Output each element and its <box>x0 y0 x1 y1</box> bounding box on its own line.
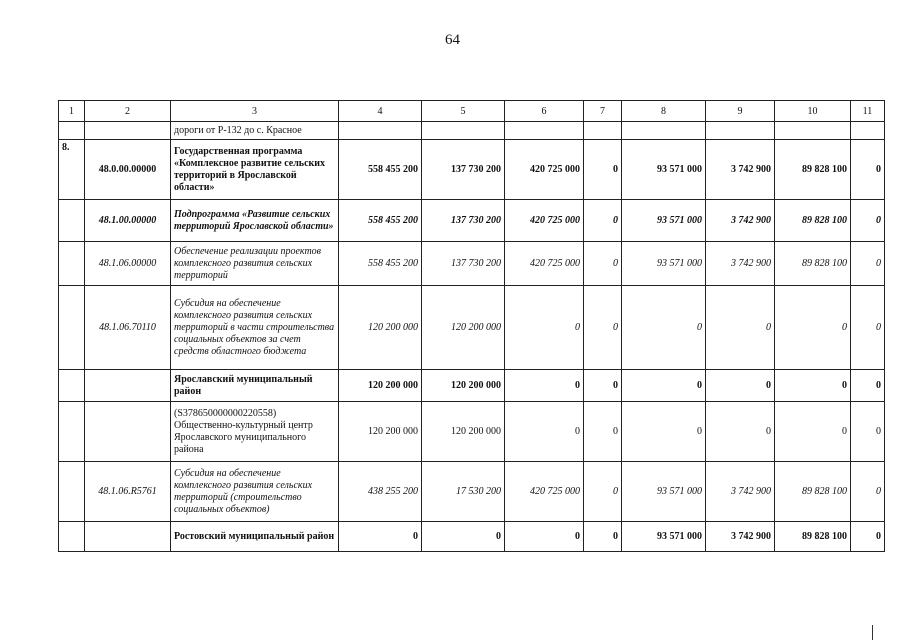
budget-code: 48.1.00.00000 <box>85 200 171 242</box>
budget-code <box>85 402 171 462</box>
header-cell: 8 <box>622 101 706 122</box>
cell-col9: 0 <box>706 370 775 402</box>
budget-code <box>85 370 171 402</box>
budget-code <box>85 122 171 140</box>
cell-col5: 137 730 200 <box>422 140 505 200</box>
header-cell: 9 <box>706 101 775 122</box>
budget-table <box>58 100 885 552</box>
cell-col4: 558 455 200 <box>339 242 422 286</box>
row-description: дороги от Р-132 до с. Красное <box>171 122 339 140</box>
table-row <box>59 242 885 286</box>
header-cell: 1 <box>59 101 85 122</box>
row-description: Обеспечение реализации проектов комплексного развития сельских территорий <box>171 242 339 286</box>
cell-col8: 0 <box>622 402 706 462</box>
cell-col9: 0 <box>706 286 775 370</box>
header-cell: 4 <box>339 101 422 122</box>
header-cell: 6 <box>505 101 584 122</box>
cell-col11: 0 <box>851 242 885 286</box>
cell-col9 <box>706 122 775 140</box>
cell-col9: 3 742 900 <box>706 140 775 200</box>
table-row <box>59 122 885 140</box>
cell-col8: 93 571 000 <box>622 462 706 522</box>
row-description: Субсидия на обеспечение комплексного развития сельских территорий в части строительства социальных объектов за счет средств областного бюджета <box>171 286 339 370</box>
row-number <box>59 122 85 140</box>
cell-col10: 0 <box>775 370 851 402</box>
cell-col4: 558 455 200 <box>339 200 422 242</box>
row-number <box>59 402 85 462</box>
row-number <box>59 370 85 402</box>
scan-mark <box>872 625 873 640</box>
table-row <box>59 200 885 242</box>
cell-col4: 120 200 000 <box>339 370 422 402</box>
cell-col7: 0 <box>584 522 622 552</box>
cell-col11: 0 <box>851 200 885 242</box>
cell-col7: 0 <box>584 462 622 522</box>
cell-col5: 137 730 200 <box>422 242 505 286</box>
header-cell: 10 <box>775 101 851 122</box>
cell-col5: 0 <box>422 522 505 552</box>
cell-col10: 89 828 100 <box>775 200 851 242</box>
cell-col6: 420 725 000 <box>505 462 584 522</box>
cell-col8: 0 <box>622 370 706 402</box>
cell-col10: 89 828 100 <box>775 462 851 522</box>
table-row <box>59 370 885 402</box>
cell-col10 <box>775 122 851 140</box>
cell-col5: 137 730 200 <box>422 200 505 242</box>
cell-col6: 420 725 000 <box>505 140 584 200</box>
table-row <box>59 140 885 200</box>
row-number <box>59 522 85 552</box>
cell-col7: 0 <box>584 140 622 200</box>
budget-code: 48.0.00.00000 <box>85 140 171 200</box>
cell-col4: 558 455 200 <box>339 140 422 200</box>
row-description: Подпрограмма «Развитие сельских территорий Ярославской области» <box>171 200 339 242</box>
budget-code <box>85 522 171 552</box>
budget-code: 48.1.06.00000 <box>85 242 171 286</box>
cell-col4: 438 255 200 <box>339 462 422 522</box>
cell-col7 <box>584 122 622 140</box>
header-cell: 11 <box>851 101 885 122</box>
cell-col8: 0 <box>622 286 706 370</box>
cell-col7: 0 <box>584 370 622 402</box>
cell-col7: 0 <box>584 286 622 370</box>
cell-col10: 89 828 100 <box>775 242 851 286</box>
cell-col8: 93 571 000 <box>622 522 706 552</box>
cell-col9: 3 742 900 <box>706 522 775 552</box>
cell-col7: 0 <box>584 200 622 242</box>
cell-col9: 3 742 900 <box>706 462 775 522</box>
row-description: (S378650000000220558) Общественно-культурный центр Ярославского муниципального района <box>171 402 339 462</box>
cell-col11: 0 <box>851 462 885 522</box>
cell-col6: 0 <box>505 370 584 402</box>
header-cell: 2 <box>85 101 171 122</box>
cell-col4 <box>339 122 422 140</box>
cell-col7: 0 <box>584 402 622 462</box>
cell-col9: 0 <box>706 402 775 462</box>
table-row <box>59 402 885 462</box>
cell-col6: 420 725 000 <box>505 242 584 286</box>
cell-col10: 89 828 100 <box>775 522 851 552</box>
cell-col5: 120 200 000 <box>422 286 505 370</box>
cell-col8: 93 571 000 <box>622 200 706 242</box>
cell-col11: 0 <box>851 286 885 370</box>
cell-col9: 3 742 900 <box>706 200 775 242</box>
cell-col9: 3 742 900 <box>706 242 775 286</box>
header-cell: 3 <box>171 101 339 122</box>
cell-col10: 89 828 100 <box>775 140 851 200</box>
budget-code: 48.1.06.R5761 <box>85 462 171 522</box>
row-description: Государственная программа «Комплексное развитие сельских территорий в Ярославской области» <box>171 140 339 200</box>
header-cell: 7 <box>584 101 622 122</box>
cell-col6 <box>505 122 584 140</box>
cell-col6: 0 <box>505 402 584 462</box>
cell-col11: 0 <box>851 140 885 200</box>
cell-col10: 0 <box>775 402 851 462</box>
row-number <box>59 200 85 242</box>
cell-col5: 120 200 000 <box>422 370 505 402</box>
row-number <box>59 286 85 370</box>
cell-col10: 0 <box>775 286 851 370</box>
table-row <box>59 286 885 370</box>
table-row <box>59 462 885 522</box>
cell-col6: 0 <box>505 522 584 552</box>
cell-col6: 0 <box>505 286 584 370</box>
row-description: Ярославский муниципальный район <box>171 370 339 402</box>
row-number: 8. <box>59 140 85 200</box>
cell-col4: 120 200 000 <box>339 286 422 370</box>
cell-col5: 120 200 000 <box>422 402 505 462</box>
budget-code: 48.1.06.70110 <box>85 286 171 370</box>
cell-col4: 0 <box>339 522 422 552</box>
cell-col8: 93 571 000 <box>622 242 706 286</box>
cell-col8 <box>622 122 706 140</box>
header-row <box>59 101 885 122</box>
row-number <box>59 242 85 286</box>
cell-col5: 17 530 200 <box>422 462 505 522</box>
cell-col8: 93 571 000 <box>622 140 706 200</box>
cell-col11: 0 <box>851 370 885 402</box>
row-description: Ростовский муниципальный район <box>171 522 339 552</box>
cell-col11 <box>851 122 885 140</box>
page-number: 64 <box>445 32 460 48</box>
row-number <box>59 462 85 522</box>
cell-col4: 120 200 000 <box>339 402 422 462</box>
header-cell: 5 <box>422 101 505 122</box>
cell-col6: 420 725 000 <box>505 200 584 242</box>
cell-col11: 0 <box>851 402 885 462</box>
table-row <box>59 522 885 552</box>
cell-col7: 0 <box>584 242 622 286</box>
cell-col5 <box>422 122 505 140</box>
cell-col11: 0 <box>851 522 885 552</box>
row-description: Субсидия на обеспечение комплексного развития сельских территорий (строительство социальных объектов) <box>171 462 339 522</box>
